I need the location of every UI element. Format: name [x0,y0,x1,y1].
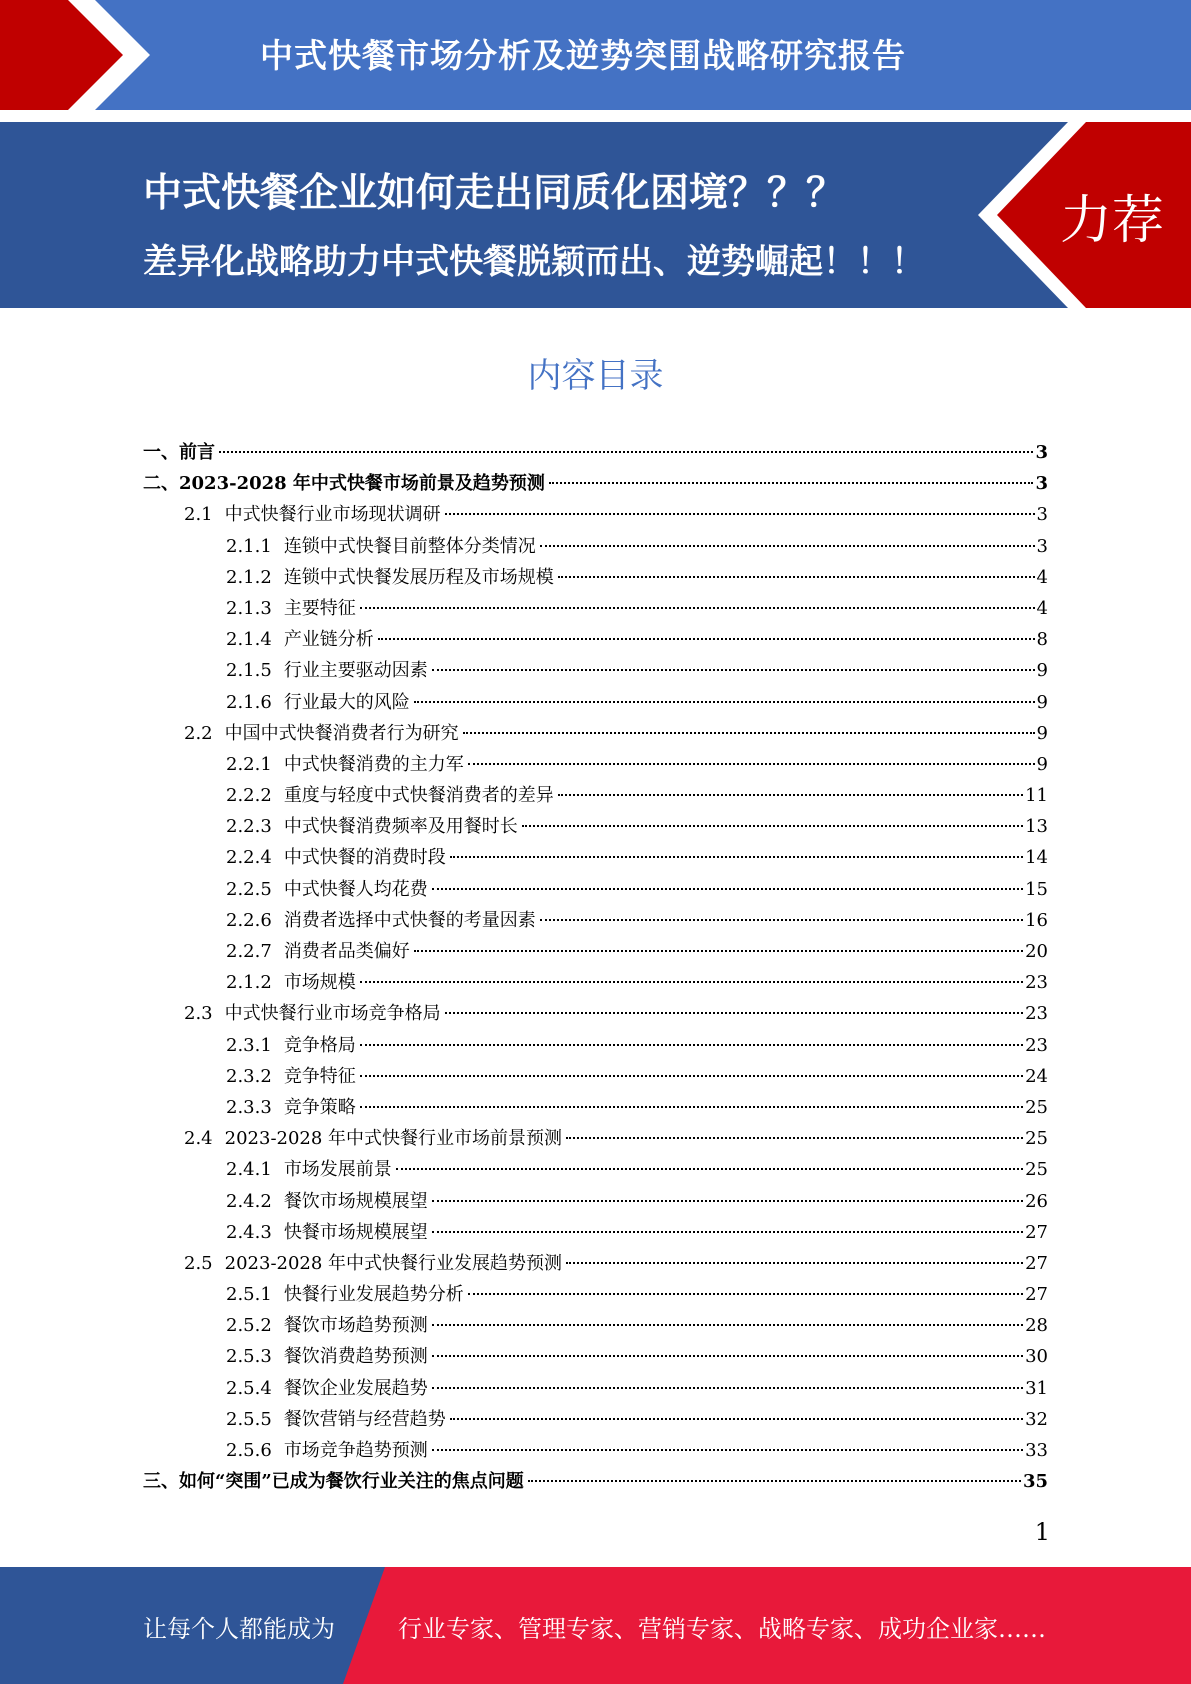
toc-entry[interactable] [143,1435,1048,1466]
toc-entry-label: 快餐市场规模展望 [283,1221,428,1243]
toc-entry-label: 餐饮消费趋势预测 [283,1346,428,1368]
toc-dot-leader [396,1168,1023,1170]
toc-entry-page: 15 [1025,878,1048,900]
toc-entry[interactable] [143,624,1048,655]
toc-entry[interactable] [143,1248,1048,1279]
toc-entry-page: 25 [1025,1096,1048,1118]
toc-entry-label: 餐饮市场趋势预测 [283,1315,428,1337]
toc-entry-number: 2.1.6 [226,691,272,713]
toc-entry-number: 2.1 [184,504,213,526]
toc-dot-leader [528,1480,1021,1482]
toc-entry-page: 14 [1025,847,1048,869]
toc-entry[interactable] [143,998,1048,1029]
footer-slogan-right: 行业专家、管理专家、营销专家、战略专家、成功企业家…… [398,1615,1046,1643]
toc-entry-label: 中式快餐消费的主力军 [283,753,464,775]
toc-entry[interactable] [143,811,1048,842]
toc-entry-label: 餐饮营销与经营趋势 [283,1408,446,1430]
toc-entry-label: 市场竞争趋势预测 [283,1440,428,1461]
toc-dot-leader [414,950,1023,952]
toc-entry-page: 4 [1036,597,1048,619]
toc-entry-page: 9 [1036,660,1048,682]
toc-entry[interactable] [143,593,1048,624]
toc-dot-leader [360,1044,1023,1046]
toc-entry-label: 主要特征 [283,597,356,619]
toc-entry-label: 中国中式快餐消费者行为研究 [224,722,459,744]
toc-entry[interactable] [143,655,1048,686]
toc-entry-number: 2.5.3 [226,1346,272,1368]
toc-entry[interactable] [143,749,1048,780]
toc-entry-label: 餐饮市场规模展望 [283,1190,428,1212]
toc-entry[interactable] [143,1404,1048,1435]
toc-entry-page: 35 [1022,1471,1048,1493]
toc-entry-number: 2.2.4 [226,847,272,869]
toc-dot-leader [445,1012,1023,1014]
toc-entry-number: 2.5.6 [226,1440,272,1461]
toc-entry-number: 2.2.5 [226,878,272,900]
toc-entry-number: 2.2.1 [226,753,272,775]
toc-entry-number: 2.3.1 [226,1034,272,1056]
toc-entry-number: 2.1.2 [226,972,272,994]
toc-entry-label: 消费者选择中式快餐的考量因素 [283,909,536,931]
toc-entry-number: 2.4.3 [226,1221,272,1243]
toc-dot-leader [450,1418,1023,1420]
toc-entry-number: 2.5.4 [226,1377,272,1399]
toc-entry[interactable] [143,967,1048,998]
toc-entry-label: 市场发展前景 [283,1159,392,1181]
toc-entry-number: 2.4 [184,1128,213,1150]
toc-dot-leader [360,1075,1023,1077]
toc-entry-number: 2.2 [184,722,213,744]
toc-dot-leader [566,1137,1023,1139]
toc-entry-number: 2.4.1 [226,1159,272,1181]
toc-entry-label: 行业主要驱动因素 [283,660,428,682]
toc-dot-leader [432,1200,1023,1202]
toc-dot-leader [558,794,1023,796]
toc-dot-leader [540,919,1023,921]
toc-entry-page: 20 [1025,941,1048,962]
toc-entry-label: 竞争特征 [283,1065,356,1087]
toc-dot-leader [378,638,1035,640]
toc-dot-leader [360,607,1035,609]
toc-dot-leader [219,451,1033,453]
toc-dot-leader [432,1387,1023,1389]
toc-entry-number: 2.3.3 [226,1096,272,1118]
toc-entry[interactable] [143,1092,1048,1123]
toc-entry-label: 市场规模 [283,972,356,994]
toc-entry[interactable] [143,905,1048,936]
toc-entry[interactable] [143,1466,1048,1497]
toc-entry-label: 餐饮企业发展趋势 [283,1377,428,1399]
top-banner [0,0,1191,110]
toc-title: 内容目录 [527,356,664,396]
toc-entry[interactable] [143,1154,1048,1185]
toc-entry[interactable] [143,936,1048,967]
toc-entry-page: 26 [1025,1190,1048,1212]
hero-banner [0,122,1191,308]
toc-entry-number: 2.4.2 [226,1190,272,1212]
toc-entry-number: 2.5.2 [226,1315,272,1337]
toc-entry-label: 消费者品类偏好 [283,941,410,962]
toc-entry-label: 中式快餐人均花费 [283,878,428,900]
hero-headline: 中式快餐企业如何走出同质化困境？？？ [143,171,846,216]
toc-entry-page: 23 [1025,972,1048,994]
toc-entry-number: 2.1.2 [226,566,272,588]
toc-entry[interactable] [143,1310,1048,1341]
toc-entry-page: 32 [1025,1408,1048,1430]
toc-entry-number: 2.2.3 [226,816,272,838]
toc-dot-leader [558,576,1035,578]
toc-dot-leader [360,1106,1023,1108]
hero-subheadline: 差异化战略助力中式快餐脱颖而出、逆势崛起！！！ [143,242,925,282]
toc-entry[interactable] [143,1061,1048,1092]
toc-entry-label: 快餐行业发展趋势分析 [283,1284,464,1306]
toc-dot-leader [450,856,1023,858]
toc-entry-page: 13 [1025,816,1048,838]
toc-entry-page: 27 [1025,1284,1048,1306]
toc-entry-label: 中式快餐行业市场现状调研 [224,504,441,526]
toc-entry[interactable] [143,842,1048,873]
toc-entry[interactable] [143,1279,1048,1310]
toc-entry-page: 23 [1025,1034,1048,1056]
toc-dot-leader [432,669,1035,671]
toc-entry-number: 2.5 [184,1252,213,1274]
toc-entry-number: 2.5.5 [226,1408,272,1430]
toc-entry-page: 28 [1025,1315,1048,1337]
toc-entry[interactable] [143,562,1048,593]
toc-dot-leader [414,701,1035,703]
toc-dot-leader [432,888,1023,890]
toc-entry-label: 产业链分析 [283,629,374,651]
toc-entry-number: 2.1.1 [226,535,272,557]
toc-entry-page: 3 [1035,473,1048,495]
toc-entry-page: 27 [1025,1221,1048,1243]
toc-dot-leader [432,1231,1023,1233]
report-title: 中式快餐市场分析及逆势突围战略研究报告 [260,36,906,75]
toc-entry-label: 竞争格局 [283,1034,356,1056]
toc-list [143,437,1048,1497]
toc-entry-label: 竞争策略 [283,1096,356,1118]
toc-entry[interactable] [143,1341,1048,1372]
toc-entry-label: 一、前言 [143,442,215,463]
toc-entry-page: 24 [1025,1065,1048,1087]
toc-entry-label: 2023-2028 年中式快餐行业市场前景预测 [224,1128,563,1150]
toc-entry[interactable] [143,1186,1048,1217]
toc-dot-leader [549,482,1034,484]
toc-entry-page: 8 [1036,629,1048,651]
toc-dot-leader [463,732,1035,734]
toc-entry-page: 9 [1036,691,1048,713]
toc-entry-page: 33 [1025,1440,1048,1461]
toc-dot-leader [360,981,1023,983]
toc-entry[interactable] [143,1373,1048,1404]
toc-entry-page: 11 [1025,785,1048,807]
toc-dot-leader [445,513,1035,515]
toc-entry-page: 9 [1036,722,1048,744]
toc-entry-page: 25 [1025,1128,1048,1150]
toc-entry[interactable] [143,531,1048,562]
toc-dot-leader [468,1293,1023,1295]
toc-entry-page: 30 [1025,1346,1048,1368]
toc-entry[interactable] [143,499,1048,530]
toc-entry-label: 三、如何“突围”已成为餐饮行业关注的焦点问题 [143,1471,524,1493]
toc-entry-page: 16 [1025,909,1048,931]
toc-dot-leader [432,1449,1023,1451]
toc-entry[interactable] [143,437,1048,468]
toc-entry[interactable] [143,687,1048,718]
toc-dot-leader [468,763,1035,765]
toc-entry-label: 中式快餐行业市场竞争格局 [224,1003,441,1025]
toc-entry-number: 2.5.1 [226,1284,272,1306]
toc-entry[interactable] [143,718,1048,749]
footer-banner [0,1567,1191,1684]
toc-entry-number: 2.1.5 [226,660,272,682]
toc-dot-leader [432,1355,1023,1357]
toc-entry-number: 2.3.2 [226,1065,272,1087]
toc-entry-label: 中式快餐消费频率及用餐时长 [283,816,518,838]
toc-dot-leader [540,545,1035,547]
toc-entry-page: 3 [1036,504,1048,526]
toc-dot-leader [432,1324,1023,1326]
footer-slogan-left: 让每个人都能成为 [143,1615,335,1643]
toc-entry-page: 27 [1025,1252,1048,1274]
toc-entry-number: 2.2.2 [226,785,272,807]
toc-entry-label: 二、2023-2028 年中式快餐市场前景及趋势预测 [143,473,545,495]
toc-entry-page: 23 [1025,1003,1048,1025]
toc-entry-label: 中式快餐的消费时段 [283,847,446,869]
toc-entry-page: 3 [1036,535,1048,557]
toc-entry-number: 2.3 [184,1003,213,1025]
toc-entry-label: 连锁中式快餐发展历程及市场规模 [283,566,554,588]
toc-entry[interactable] [143,1217,1048,1248]
toc-entry-page: 25 [1025,1159,1048,1181]
toc-entry[interactable] [143,1030,1048,1061]
toc-entry-number: 2.1.3 [226,597,272,619]
toc-entry-label: 2023-2028 年中式快餐行业发展趋势预测 [224,1252,563,1274]
toc-entry[interactable] [143,468,1048,499]
toc-entry-label: 连锁中式快餐目前整体分类情况 [283,535,536,557]
toc-dot-leader [522,825,1023,827]
toc-entry[interactable] [143,874,1048,905]
toc-entry[interactable] [143,1123,1048,1154]
toc-entry-page: 31 [1025,1377,1048,1399]
toc-entry-number: 2.2.6 [226,909,272,931]
toc-entry-page: 3 [1035,442,1048,463]
toc-entry-number: 2.2.7 [226,941,272,962]
toc-entry-page: 9 [1036,753,1048,775]
page-number: 1 [1034,1518,1050,1546]
toc-entry[interactable] [143,780,1048,811]
toc-entry-page: 4 [1036,566,1048,588]
toc-dot-leader [566,1262,1023,1264]
toc-entry-number: 2.1.4 [226,629,272,651]
recommend-badge: 力荐 [1060,191,1165,251]
toc-entry-label: 重度与轻度中式快餐消费者的差异 [283,785,554,807]
toc-entry-label: 行业最大的风险 [283,691,410,713]
